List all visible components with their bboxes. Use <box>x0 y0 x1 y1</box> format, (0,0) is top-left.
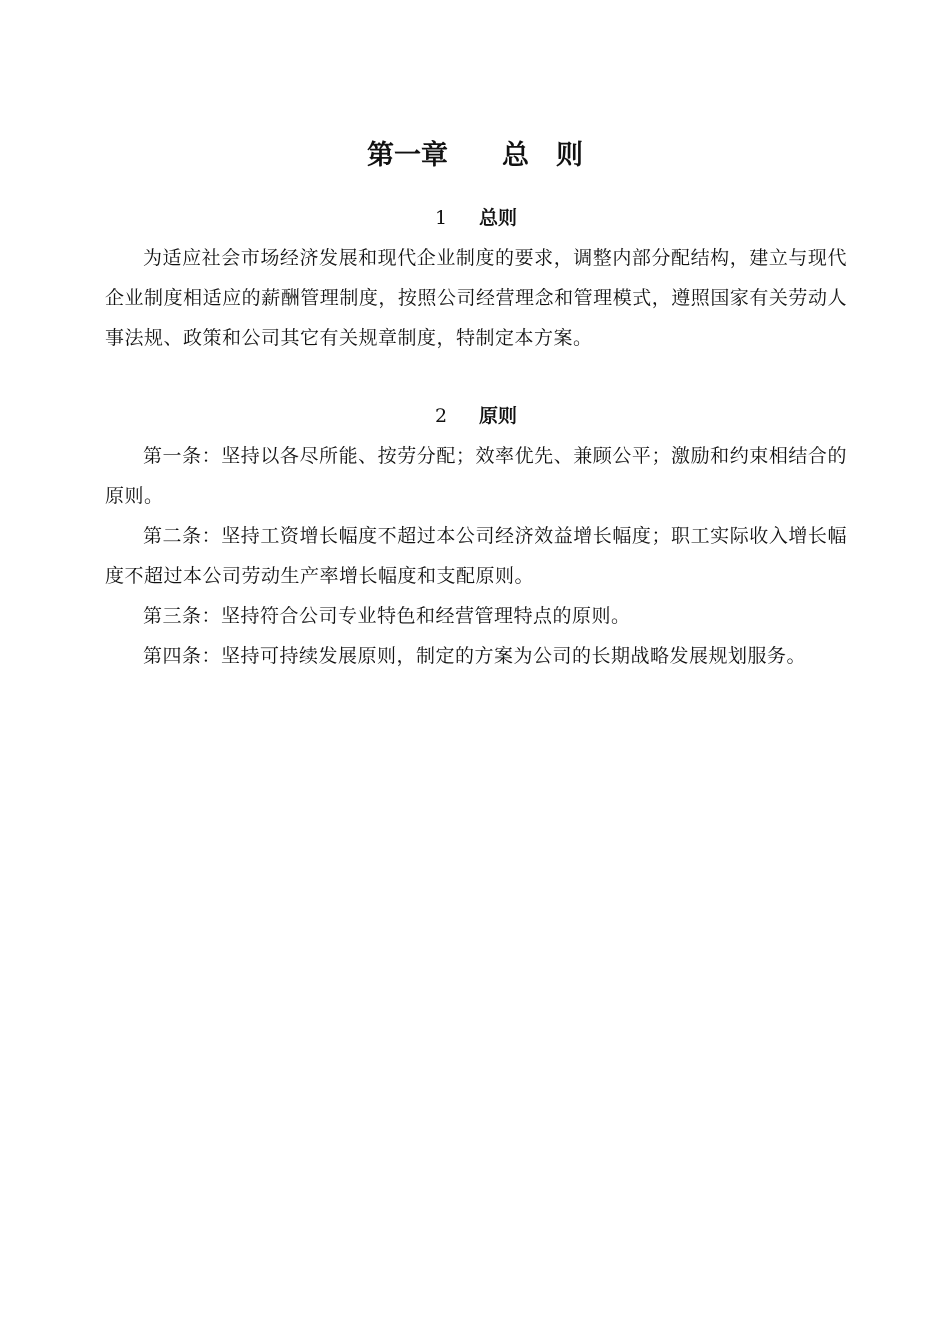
section-number: 1 <box>434 207 448 229</box>
paragraph: 为适应社会市场经济发展和现代企业制度的要求，调整内部分配结构，建立与现代企业制度相适应的薪酬管理制度，按照公司经营理念和管理模式，遵照国家有关劳动人事法规、政策和公司其它有关规章制度，特制定本方案。 <box>105 247 847 349</box>
chapter-title: 第一章 总 则 <box>367 140 583 172</box>
section-general <box>105 198 847 358</box>
article-4: 第四条：坚持可持续发展原则，制定的方案为公司的长期战略发展规划服务。 <box>143 645 807 667</box>
article-2: 第二条：坚持工资增长幅度不超过本公司经济效益增长幅度；职工实际收入增长幅度不超过本公司劳动生产率增长幅度和支配原则。 <box>105 525 847 587</box>
section-heading <box>105 396 847 436</box>
section-title: 原则 <box>479 405 518 427</box>
article-1: 第一条：坚持以各尽所能、按劳分配；效率优先、兼顾公平；激励和约束相结合的原则。 <box>105 445 847 507</box>
section-heading <box>105 198 847 238</box>
document-body <box>105 198 847 676</box>
section-principles <box>105 396 847 676</box>
section-spacer <box>105 358 847 396</box>
section-title: 总则 <box>479 207 518 229</box>
section-number: 2 <box>434 405 448 427</box>
article-3: 第三条：坚持符合公司专业特色和经营管理特点的原则。 <box>143 605 631 627</box>
